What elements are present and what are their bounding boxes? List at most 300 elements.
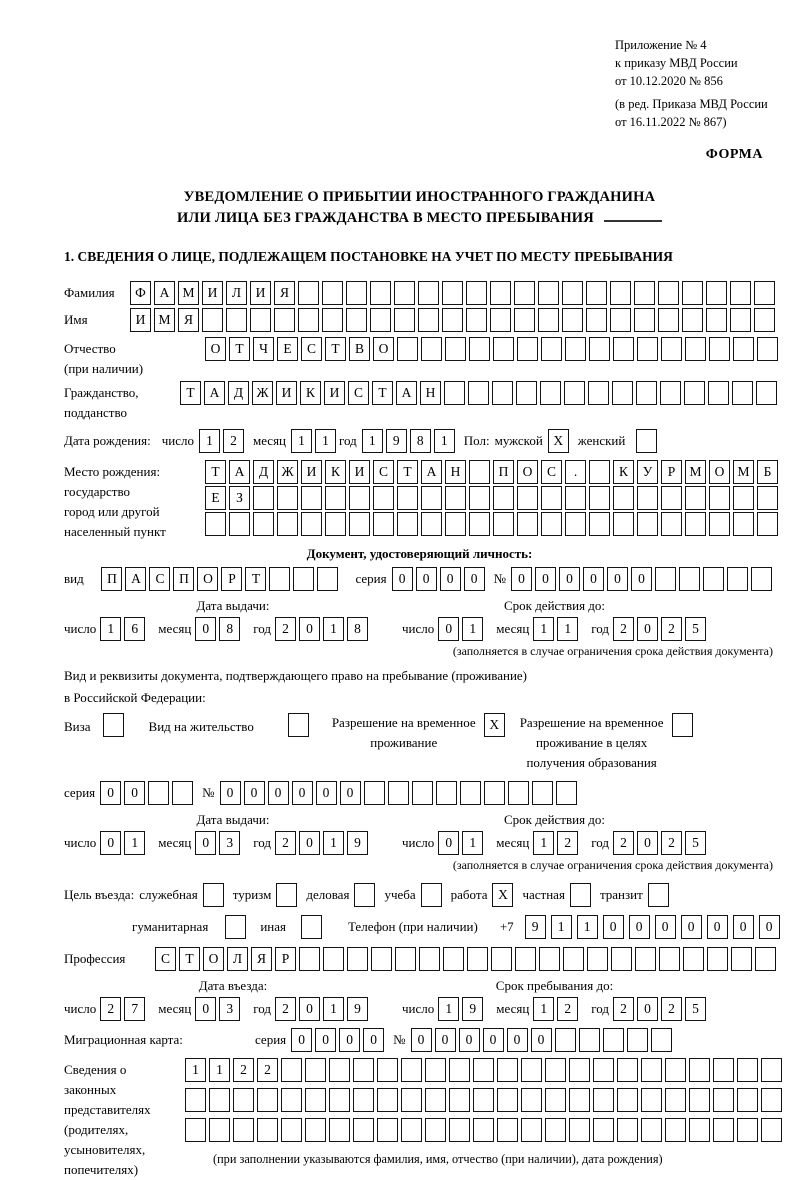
char-cell[interactable] [281,1118,302,1142]
char-cell[interactable] [449,1118,470,1142]
char-cell[interactable]: С [301,337,322,361]
char-cell[interactable] [731,947,752,971]
char-cell[interactable] [515,947,536,971]
char-cell[interactable] [754,281,775,305]
char-cell[interactable] [637,486,658,510]
char-cell[interactable]: К [300,381,321,405]
char-cell[interactable] [274,308,295,332]
char-cell[interactable] [421,512,442,536]
char-cell[interactable] [579,1028,600,1052]
char-cell[interactable]: 6 [124,617,145,641]
char-cell[interactable]: 2 [613,831,634,855]
char-cell[interactable] [233,1118,254,1142]
char-cell[interactable] [733,512,754,536]
char-cell[interactable] [442,281,463,305]
char-cell[interactable]: И [250,281,271,305]
checkbox-cell[interactable] [203,883,224,907]
char-cell[interactable]: 1 [557,617,578,641]
char-cell[interactable]: 1 [100,617,121,641]
char-cell[interactable]: Т [179,947,200,971]
char-cell[interactable] [637,512,658,536]
char-cell[interactable] [325,512,346,536]
char-cell[interactable]: 0 [707,915,728,939]
char-cell[interactable]: Ч [253,337,274,361]
checkbox-cell[interactable] [354,883,375,907]
char-cell[interactable] [388,781,409,805]
char-cell[interactable] [541,512,562,536]
char-cell[interactable] [611,947,632,971]
char-cell[interactable] [257,1118,278,1142]
char-cell[interactable]: И [301,460,322,484]
char-cell[interactable]: 1 [199,429,220,453]
char-cell[interactable]: 0 [100,781,121,805]
char-cell[interactable] [445,486,466,510]
char-cell[interactable] [277,512,298,536]
char-cell[interactable]: Р [221,567,242,591]
char-cell[interactable]: И [130,308,151,332]
char-cell[interactable]: Я [178,308,199,332]
char-cell[interactable] [493,512,514,536]
char-cell[interactable] [713,1118,734,1142]
char-cell[interactable] [491,947,512,971]
char-cell[interactable]: О [205,337,226,361]
char-cell[interactable] [665,1058,686,1082]
char-cell[interactable]: 9 [386,429,407,453]
char-cell[interactable]: 0 [100,831,121,855]
char-cell[interactable] [613,512,634,536]
char-cell[interactable] [636,381,657,405]
char-cell[interactable] [425,1118,446,1142]
char-cell[interactable] [703,567,724,591]
char-cell[interactable]: Е [277,337,298,361]
char-cell[interactable] [516,381,537,405]
checkbox-cell[interactable]: X [484,713,505,737]
char-cell[interactable]: 0 [438,831,459,855]
char-cell[interactable] [709,486,730,510]
char-cell[interactable] [755,947,776,971]
char-cell[interactable]: О [517,460,538,484]
char-cell[interactable] [754,308,775,332]
char-cell[interactable]: А [229,460,250,484]
char-cell[interactable]: 2 [275,997,296,1021]
char-cell[interactable] [540,381,561,405]
char-cell[interactable]: А [125,567,146,591]
char-cell[interactable]: Ж [252,381,273,405]
char-cell[interactable]: Ж [277,460,298,484]
char-cell[interactable] [569,1058,590,1082]
char-cell[interactable] [538,281,559,305]
char-cell[interactable] [665,1118,686,1142]
char-cell[interactable]: 0 [340,781,361,805]
char-cell[interactable] [397,512,418,536]
char-cell[interactable]: И [324,381,345,405]
char-cell[interactable]: Л [226,281,247,305]
char-cell[interactable] [377,1058,398,1082]
char-cell[interactable]: 0 [416,567,437,591]
char-cell[interactable] [617,1118,638,1142]
char-cell[interactable] [466,281,487,305]
char-cell[interactable]: 0 [411,1028,432,1052]
char-cell[interactable] [370,281,391,305]
char-cell[interactable] [305,1088,326,1112]
char-cell[interactable] [373,486,394,510]
char-cell[interactable] [298,281,319,305]
char-cell[interactable] [651,1028,672,1052]
char-cell[interactable] [377,1118,398,1142]
char-cell[interactable]: 5 [685,997,706,1021]
char-cell[interactable] [589,337,610,361]
char-cell[interactable]: 1 [323,831,344,855]
char-cell[interactable]: Д [253,460,274,484]
char-cell[interactable] [586,281,607,305]
char-cell[interactable] [641,1058,662,1082]
char-cell[interactable] [444,381,465,405]
char-cell[interactable]: 9 [347,831,368,855]
char-cell[interactable] [253,486,274,510]
char-cell[interactable] [226,308,247,332]
char-cell[interactable]: 5 [685,617,706,641]
char-cell[interactable] [466,308,487,332]
char-cell[interactable] [684,381,705,405]
char-cell[interactable] [545,1088,566,1112]
char-cell[interactable]: П [493,460,514,484]
char-cell[interactable] [593,1118,614,1142]
char-cell[interactable]: 1 [323,997,344,1021]
char-cell[interactable]: 0 [759,915,780,939]
char-cell[interactable] [532,781,553,805]
char-cell[interactable] [301,486,322,510]
char-cell[interactable] [421,337,442,361]
char-cell[interactable] [317,567,338,591]
char-cell[interactable] [685,486,706,510]
char-cell[interactable]: 1 [434,429,455,453]
char-cell[interactable] [492,381,513,405]
char-cell[interactable] [473,1058,494,1082]
char-cell[interactable]: 0 [531,1028,552,1052]
char-cell[interactable] [761,1058,782,1082]
char-cell[interactable] [364,781,385,805]
char-cell[interactable]: Т [245,567,266,591]
char-cell[interactable]: 1 [533,831,554,855]
char-cell[interactable] [349,512,370,536]
char-cell[interactable]: О [203,947,224,971]
char-cell[interactable] [761,1118,782,1142]
char-cell[interactable]: 9 [462,997,483,1021]
char-cell[interactable]: 0 [435,1028,456,1052]
char-cell[interactable] [757,486,778,510]
char-cell[interactable]: 0 [464,567,485,591]
char-cell[interactable]: 0 [195,997,216,1021]
char-cell[interactable] [281,1088,302,1112]
char-cell[interactable] [205,512,226,536]
char-cell[interactable]: 0 [655,915,676,939]
char-cell[interactable] [637,337,658,361]
checkbox-cell[interactable] [288,713,309,737]
char-cell[interactable] [329,1088,350,1112]
char-cell[interactable] [209,1118,230,1142]
checkbox-cell[interactable] [103,713,124,737]
char-cell[interactable]: 0 [637,831,658,855]
char-cell[interactable] [493,486,514,510]
char-cell[interactable] [659,947,680,971]
char-cell[interactable] [555,1028,576,1052]
char-cell[interactable] [412,781,433,805]
char-cell[interactable]: 0 [459,1028,480,1052]
char-cell[interactable]: М [733,460,754,484]
checkbox-cell[interactable] [276,883,297,907]
char-cell[interactable] [757,512,778,536]
char-cell[interactable] [493,337,514,361]
char-cell[interactable]: 1 [185,1058,206,1082]
char-cell[interactable] [253,512,274,536]
char-cell[interactable]: 0 [629,915,650,939]
char-cell[interactable]: О [197,567,218,591]
char-cell[interactable] [445,512,466,536]
char-cell[interactable] [682,281,703,305]
char-cell[interactable] [469,486,490,510]
char-cell[interactable]: 1 [577,915,598,939]
char-cell[interactable] [727,567,748,591]
char-cell[interactable]: 2 [233,1058,254,1082]
char-cell[interactable] [569,1118,590,1142]
char-cell[interactable] [556,781,577,805]
char-cell[interactable]: Л [227,947,248,971]
char-cell[interactable]: У [637,460,658,484]
char-cell[interactable]: 8 [410,429,431,453]
char-cell[interactable] [612,381,633,405]
char-cell[interactable] [517,486,538,510]
char-cell[interactable]: А [154,281,175,305]
char-cell[interactable] [517,512,538,536]
char-cell[interactable] [325,486,346,510]
char-cell[interactable] [751,567,772,591]
char-cell[interactable] [586,308,607,332]
char-cell[interactable] [397,486,418,510]
char-cell[interactable] [401,1058,422,1082]
char-cell[interactable] [346,308,367,332]
char-cell[interactable] [329,1118,350,1142]
char-cell[interactable] [490,308,511,332]
char-cell[interactable] [298,308,319,332]
char-cell[interactable] [706,281,727,305]
char-cell[interactable] [301,512,322,536]
char-cell[interactable]: Б [757,460,778,484]
char-cell[interactable]: 0 [291,1028,312,1052]
char-cell[interactable] [322,281,343,305]
char-cell[interactable]: Н [420,381,441,405]
char-cell[interactable]: 0 [220,781,241,805]
char-cell[interactable] [497,1058,518,1082]
char-cell[interactable] [587,947,608,971]
char-cell[interactable] [545,1118,566,1142]
char-cell[interactable]: А [421,460,442,484]
char-cell[interactable] [514,281,535,305]
char-cell[interactable] [641,1088,662,1112]
checkbox-cell[interactable] [570,883,591,907]
char-cell[interactable] [394,281,415,305]
char-cell[interactable] [517,337,538,361]
char-cell[interactable] [394,308,415,332]
char-cell[interactable] [401,1088,422,1112]
char-cell[interactable]: Т [180,381,201,405]
char-cell[interactable] [610,281,631,305]
char-cell[interactable] [305,1058,326,1082]
char-cell[interactable] [425,1088,446,1112]
char-cell[interactable]: 2 [557,831,578,855]
char-cell[interactable] [685,337,706,361]
char-cell[interactable]: 0 [535,567,556,591]
char-cell[interactable]: С [541,460,562,484]
char-cell[interactable]: З [229,486,250,510]
char-cell[interactable] [349,486,370,510]
char-cell[interactable]: 1 [209,1058,230,1082]
char-cell[interactable] [514,308,535,332]
char-cell[interactable]: И [202,281,223,305]
char-cell[interactable]: 0 [631,567,652,591]
char-cell[interactable]: В [349,337,370,361]
char-cell[interactable]: С [348,381,369,405]
char-cell[interactable]: 0 [681,915,702,939]
char-cell[interactable] [257,1088,278,1112]
char-cell[interactable] [588,381,609,405]
char-cell[interactable] [706,308,727,332]
char-cell[interactable]: 2 [613,997,634,1021]
char-cell[interactable] [732,381,753,405]
char-cell[interactable]: 0 [603,915,624,939]
char-cell[interactable]: Т [229,337,250,361]
char-cell[interactable]: 0 [299,997,320,1021]
char-cell[interactable] [250,308,271,332]
char-cell[interactable]: 0 [637,997,658,1021]
char-cell[interactable]: 2 [661,997,682,1021]
char-cell[interactable] [353,1058,374,1082]
char-cell[interactable] [370,308,391,332]
char-cell[interactable] [353,1088,374,1112]
char-cell[interactable] [613,337,634,361]
char-cell[interactable]: Д [228,381,249,405]
char-cell[interactable]: И [276,381,297,405]
char-cell[interactable]: 0 [559,567,580,591]
char-cell[interactable] [468,381,489,405]
char-cell[interactable]: 0 [124,781,145,805]
char-cell[interactable]: М [178,281,199,305]
char-cell[interactable]: 0 [507,1028,528,1052]
char-cell[interactable] [565,337,586,361]
char-cell[interactable]: Р [661,460,682,484]
char-cell[interactable]: Т [397,460,418,484]
char-cell[interactable]: П [173,567,194,591]
char-cell[interactable]: 5 [685,831,706,855]
char-cell[interactable] [397,337,418,361]
char-cell[interactable]: 0 [363,1028,384,1052]
char-cell[interactable]: М [685,460,706,484]
char-cell[interactable] [442,308,463,332]
char-cell[interactable]: О [373,337,394,361]
char-cell[interactable] [661,337,682,361]
char-cell[interactable]: 9 [525,915,546,939]
char-cell[interactable]: Т [325,337,346,361]
char-cell[interactable] [281,1058,302,1082]
char-cell[interactable]: Ф [130,281,151,305]
char-cell[interactable]: 1 [533,617,554,641]
char-cell[interactable]: Н [445,460,466,484]
char-cell[interactable] [610,308,631,332]
char-cell[interactable] [593,1088,614,1112]
char-cell[interactable] [685,512,706,536]
char-cell[interactable] [323,947,344,971]
char-cell[interactable] [521,1088,542,1112]
char-cell[interactable]: А [396,381,417,405]
char-cell[interactable] [185,1118,206,1142]
char-cell[interactable] [617,1058,638,1082]
char-cell[interactable]: Т [372,381,393,405]
char-cell[interactable] [737,1118,758,1142]
char-cell[interactable]: 8 [347,617,368,641]
char-cell[interactable] [733,337,754,361]
char-cell[interactable] [713,1058,734,1082]
char-cell[interactable] [229,512,250,536]
char-cell[interactable]: 1 [124,831,145,855]
char-cell[interactable]: 1 [462,617,483,641]
char-cell[interactable]: 0 [440,567,461,591]
char-cell[interactable] [293,567,314,591]
char-cell[interactable] [562,281,583,305]
char-cell[interactable] [569,1088,590,1112]
char-cell[interactable]: 2 [661,831,682,855]
char-cell[interactable] [371,947,392,971]
char-cell[interactable]: 0 [268,781,289,805]
char-cell[interactable]: 1 [438,997,459,1021]
char-cell[interactable] [683,947,704,971]
char-cell[interactable] [634,308,655,332]
char-cell[interactable] [373,512,394,536]
char-cell[interactable]: 2 [275,617,296,641]
char-cell[interactable] [346,281,367,305]
char-cell[interactable] [707,947,728,971]
char-cell[interactable]: 0 [244,781,265,805]
char-cell[interactable] [658,281,679,305]
char-cell[interactable] [617,1088,638,1112]
char-cell[interactable]: 0 [299,831,320,855]
char-cell[interactable] [593,1058,614,1082]
char-cell[interactable] [565,486,586,510]
char-cell[interactable]: С [373,460,394,484]
checkbox-cell[interactable] [672,713,693,737]
char-cell[interactable] [665,1088,686,1112]
char-cell[interactable]: 0 [483,1028,504,1052]
char-cell[interactable] [541,337,562,361]
char-cell[interactable] [460,781,481,805]
char-cell[interactable]: К [325,460,346,484]
char-cell[interactable] [467,947,488,971]
char-cell[interactable] [713,1088,734,1112]
char-cell[interactable] [299,947,320,971]
char-cell[interactable] [709,512,730,536]
char-cell[interactable] [661,486,682,510]
char-cell[interactable] [539,947,560,971]
char-cell[interactable]: Я [251,947,272,971]
char-cell[interactable] [565,512,586,536]
char-cell[interactable] [545,1058,566,1082]
char-cell[interactable]: 1 [323,617,344,641]
char-cell[interactable] [233,1088,254,1112]
char-cell[interactable]: С [149,567,170,591]
char-cell[interactable] [660,381,681,405]
char-cell[interactable] [757,337,778,361]
char-cell[interactable] [737,1088,758,1112]
char-cell[interactable] [627,1028,648,1052]
char-cell[interactable] [269,567,290,591]
